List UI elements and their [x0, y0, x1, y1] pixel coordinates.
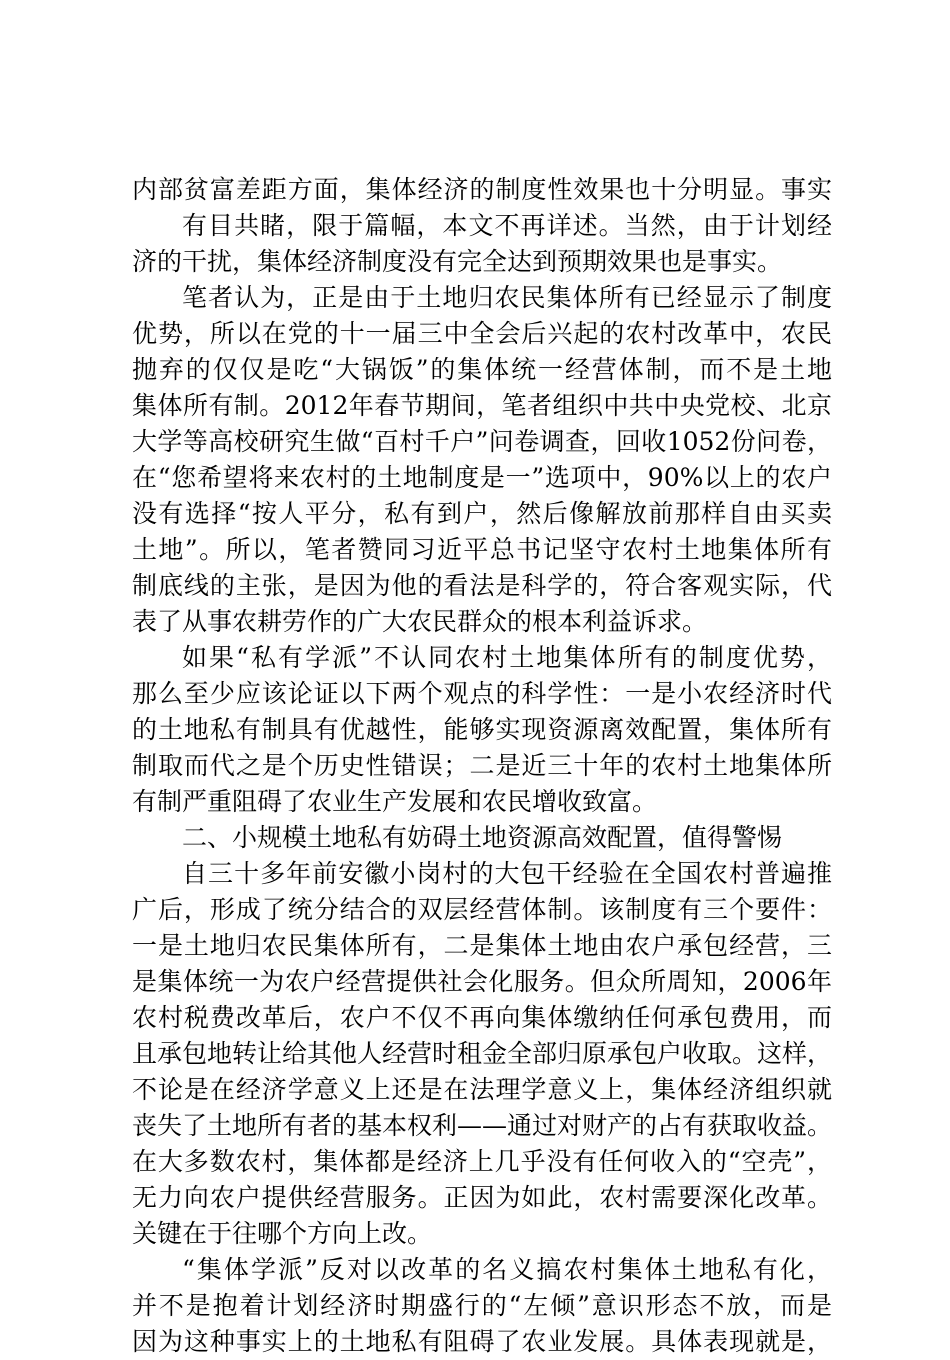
text-line: 农村税费改革后，农户不仅不再向集体缴纳任何承包费用，而 — [132, 1003, 832, 1032]
text-line: 抛弃的仅仅是吃“大锅饭”的集体统一经营体制，而不是土地 — [132, 355, 832, 384]
text-line: 如果“私有学派”不认同农村土地集体所有的制度优势， — [182, 643, 832, 672]
text-line: 在“您希望将来农村的土地制度是一”选项中，90%以上的农户 — [132, 463, 832, 492]
text-line: 在大多数农村，集体都是经济上几乎没有任何收入的“空壳”， — [132, 1147, 832, 1176]
text-line: 表了从事农耕劳作的广大农民群众的根本利益诉求。 — [132, 607, 708, 636]
text-line: 制取而代之是个历史性错误；二是近三十年的农村土地集体所 — [132, 751, 832, 780]
text-line: 因为这种事实上的土地私有阻碍了农业发展。具体表现就是， — [132, 1327, 832, 1356]
text-line: 内部贫富差距方面，集体经济的制度性效果也十分明显。事实 — [132, 175, 832, 204]
text-line: 土地”。所以，笔者赞同习近平总书记坚守农村土地集体所有 — [132, 535, 832, 564]
text-line: 无力向农户提供经营服务。正因为如此，农村需要深化改革。 — [132, 1183, 832, 1212]
text-line: 且承包地转让给其他人经营时租金全部归原承包户收取。这样， — [132, 1039, 833, 1068]
text-line: 丧失了土地所有者的基本权利——通过对财产的占有获取收益。 — [132, 1111, 833, 1140]
text-line: 有目共睹，限于篇幅，本文不再详述。当然，由于计划经 — [182, 211, 832, 240]
text-line: 并不是抱着计划经济时期盛行的“左倾”意识形态不放，而是 — [132, 1291, 832, 1320]
text-line: 一是土地归农民集体所有，二是集体土地由农户承包经营，三 — [132, 931, 832, 960]
text-line: 有制严重阻碍了农业生产发展和农民增收致富。 — [132, 787, 658, 816]
text-line: 大学等高校研究生做“百村千户”问卷调查，回收1052份问卷， — [132, 427, 832, 456]
text-line: 笔者认为，正是由于土地归农民集体所有已经显示了制度 — [182, 283, 832, 312]
text-line: 没有选择“按人平分，私有到户，然后像解放前那样自由买卖 — [132, 499, 832, 528]
section-heading: 二、小规模土地私有妨碍土地资源高效配置，值得警惕 — [182, 823, 783, 852]
text-line: 关键在于往哪个方向上改。 — [132, 1219, 433, 1248]
text-line: 广后，形成了统分结合的双层经营体制。该制度有三个要件： — [132, 895, 832, 924]
text-line: “集体学派”反对以改革的名义搞农村集体土地私有化， — [182, 1255, 832, 1284]
text-line: 制底线的主张，是因为他的看法是科学的，符合客观实际，代 — [132, 571, 832, 600]
text-line: 是集体统一为农户经营提供社会化服务。但众所周知，2006年 — [132, 967, 832, 996]
text-line: 不论是在经济学意义上还是在法理学意义上，集体经济组织就 — [132, 1075, 832, 1104]
text-line: 的土地私有制具有优越性，能够实现资源离效配置，集体所有 — [132, 715, 832, 744]
text-line: 集体所有制。2012年春节期间，笔者组织中共中央党校、北京 — [132, 391, 832, 420]
text-line: 自三十多年前安徽小岗村的大包干经验在全国农村普遍推 — [182, 859, 832, 888]
text-line: 优势，所以在党的十一届三中全会后兴起的农村改革中，农民 — [132, 319, 832, 348]
text-line: 那么至少应该论证以下两个观点的科学性：一是小农经济时代 — [132, 679, 832, 708]
text-line: 济的干扰，集体经济制度没有完全达到预期效果也是事实。 — [132, 247, 783, 276]
body-text — [132, 172, 832, 1360]
